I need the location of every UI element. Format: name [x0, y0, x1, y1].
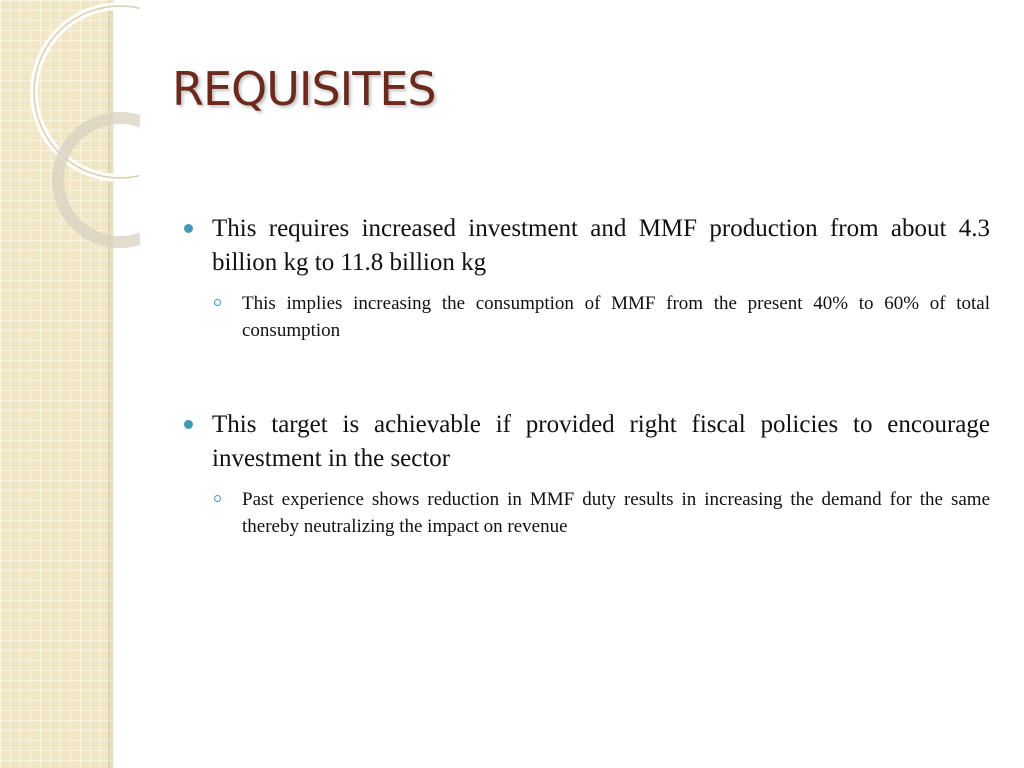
bullet-text: This target is achievable if provided right fiscal policies to encourage investment in the sector — [212, 411, 990, 472]
bullet-text: This requires increased investment and MMF production from about 4.3 billion kg to 11.8 billion kg — [212, 215, 990, 276]
bullet-item — [184, 212, 990, 344]
sub-bullet-item — [184, 486, 990, 540]
bullet-dot-icon — [184, 224, 193, 233]
ring-outer-outline — [34, 6, 140, 178]
bullet-dot-icon — [184, 420, 193, 429]
sub-bullet-circle-icon — [214, 495, 221, 502]
sub-bullet-item — [184, 290, 990, 344]
ring-outer — [34, 6, 140, 178]
bullet-item — [184, 408, 990, 540]
sub-bullet-text: Past experience shows reduction in MMF duty results in increasing the demand for the same thereby neutralizing the impact on revenue — [242, 489, 990, 537]
slide-title: REQUISITES — [172, 62, 436, 116]
decorative-rings — [0, 0, 140, 260]
bullet-list — [184, 212, 990, 540]
sub-bullet-text: This implies increasing the consumption of MMF from the present 40% to 60% of total consumption — [242, 293, 990, 341]
sub-bullet-circle-icon — [214, 299, 221, 306]
